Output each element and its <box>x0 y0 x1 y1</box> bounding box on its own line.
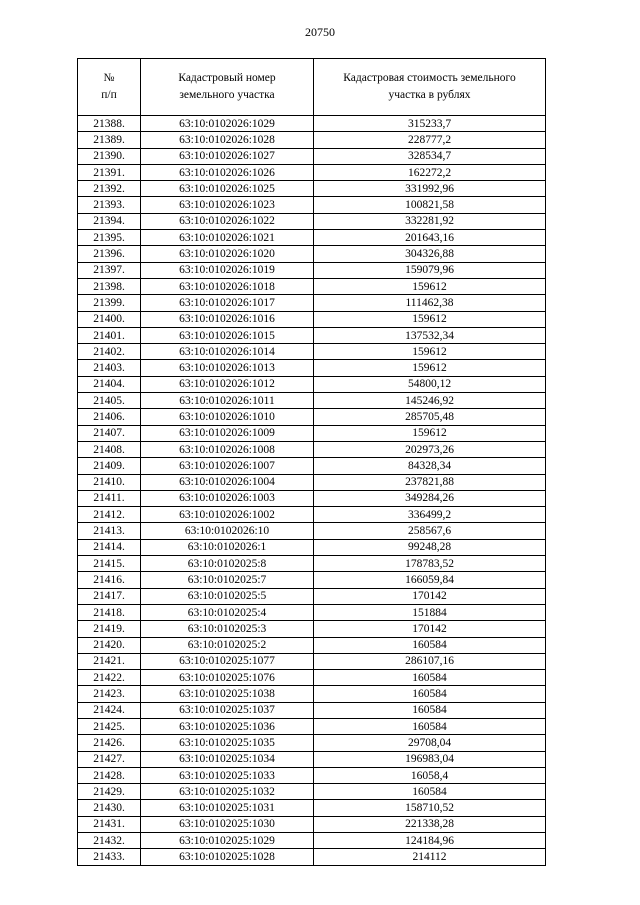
table-row <box>78 213 546 229</box>
row-number: 21433. <box>78 849 141 865</box>
cadastral-number: 63:10:0102025:1030 <box>141 816 314 832</box>
cadastral-value: 159079,96 <box>314 262 546 278</box>
table-row <box>78 637 546 653</box>
header-line: п/п <box>101 89 117 101</box>
cadastral-value: 331992,96 <box>314 181 546 197</box>
row-number: 21403. <box>78 360 141 376</box>
cadastral-value: 258567,6 <box>314 523 546 539</box>
table-row <box>78 148 546 164</box>
row-number: 21400. <box>78 311 141 327</box>
row-number: 21396. <box>78 246 141 262</box>
row-number: 21417. <box>78 588 141 604</box>
row-number: 21402. <box>78 344 141 360</box>
row-number: 21410. <box>78 474 141 490</box>
row-number: 21412. <box>78 507 141 523</box>
cadastral-number: 63:10:0102026:1 <box>141 539 314 555</box>
row-number: 21425. <box>78 718 141 734</box>
cadastral-value: 328534,7 <box>314 148 546 164</box>
table-row <box>78 278 546 294</box>
table-row <box>78 653 546 669</box>
row-number: 21424. <box>78 702 141 718</box>
row-number: 21429. <box>78 784 141 800</box>
table-row <box>78 816 546 832</box>
table-row <box>78 670 546 686</box>
cadastral-number: 63:10:0102025:2 <box>141 637 314 653</box>
cadastral-number: 63:10:0102026:1023 <box>141 197 314 213</box>
cadastral-value: 159612 <box>314 278 546 294</box>
table-row <box>78 474 546 490</box>
row-number: 21422. <box>78 670 141 686</box>
table-row <box>78 556 546 572</box>
cadastral-value: 160584 <box>314 686 546 702</box>
cadastral-value: 285705,48 <box>314 409 546 425</box>
cadastral-value: 170142 <box>314 621 546 637</box>
cadastral-number: 63:10:0102025:1029 <box>141 833 314 849</box>
cadastral-value: 111462,38 <box>314 295 546 311</box>
cadastral-value: 178783,52 <box>314 556 546 572</box>
row-number: 21423. <box>78 686 141 702</box>
cadastral-value: 332281,92 <box>314 213 546 229</box>
cadastral-value: 54800,12 <box>314 376 546 392</box>
cadastral-number: 63:10:0102025:1036 <box>141 718 314 734</box>
header-line: участка в рублях <box>388 89 471 101</box>
cadastral-number: 63:10:0102026:1020 <box>141 246 314 262</box>
row-number: 21390. <box>78 148 141 164</box>
cadastral-number: 63:10:0102025:5 <box>141 588 314 604</box>
row-number: 21394. <box>78 213 141 229</box>
table-row <box>78 164 546 180</box>
table-row <box>78 621 546 637</box>
cadastral-number: 63:10:0102025:1076 <box>141 670 314 686</box>
cadastral-value: 221338,28 <box>314 816 546 832</box>
table-row <box>78 604 546 620</box>
row-number: 21430. <box>78 800 141 816</box>
table-row <box>78 409 546 425</box>
row-number: 21401. <box>78 327 141 343</box>
table-row <box>78 751 546 767</box>
table-row <box>78 246 546 262</box>
cadastral-number: 63:10:0102025:3 <box>141 621 314 637</box>
table-row <box>78 735 546 751</box>
table-row <box>78 458 546 474</box>
table-row <box>78 507 546 523</box>
cadastral-value: 160584 <box>314 670 546 686</box>
cadastral-value: 170142 <box>314 588 546 604</box>
table-row <box>78 441 546 457</box>
table-row <box>78 833 546 849</box>
table-row <box>78 132 546 148</box>
table-row <box>78 572 546 588</box>
cadastral-value: 237821,88 <box>314 474 546 490</box>
cadastral-number: 63:10:0102026:1015 <box>141 327 314 343</box>
cadastral-value: 336499,2 <box>314 507 546 523</box>
row-number: 21392. <box>78 181 141 197</box>
row-number: 21420. <box>78 637 141 653</box>
cadastral-value: 349284,26 <box>314 490 546 506</box>
cadastral-number: 63:10:0102025:1032 <box>141 784 314 800</box>
header-row <box>78 59 546 116</box>
row-number: 21407. <box>78 425 141 441</box>
table-row <box>78 376 546 392</box>
row-number: 21427. <box>78 751 141 767</box>
row-number: 21399. <box>78 295 141 311</box>
cadastral-value: 137532,34 <box>314 327 546 343</box>
row-number: 21431. <box>78 816 141 832</box>
table-header <box>78 59 546 116</box>
table-row <box>78 425 546 441</box>
row-number: 21408. <box>78 441 141 457</box>
cadastral-value: 100821,58 <box>314 197 546 213</box>
cadastral-value: 124184,96 <box>314 833 546 849</box>
row-number: 21428. <box>78 767 141 783</box>
table-row <box>78 767 546 783</box>
cadastral-number: 63:10:0102025:1031 <box>141 800 314 816</box>
cadastral-number: 63:10:0102026:1014 <box>141 344 314 360</box>
table-row <box>78 295 546 311</box>
table-row <box>78 800 546 816</box>
row-number: 21405. <box>78 393 141 409</box>
cadastral-number: 63:10:0102026:1022 <box>141 213 314 229</box>
cadastral-number: 63:10:0102025:1034 <box>141 751 314 767</box>
header-line: земельного участка <box>179 89 275 101</box>
cadastral-number: 63:10:0102026:1010 <box>141 409 314 425</box>
row-number: 21415. <box>78 556 141 572</box>
row-number: 21393. <box>78 197 141 213</box>
cadastral-number: 63:10:0102026:1013 <box>141 360 314 376</box>
row-number: 21419. <box>78 621 141 637</box>
cadastral-value: 160584 <box>314 718 546 734</box>
cadastral-value: 159612 <box>314 425 546 441</box>
cadastral-number: 63:10:0102026:1019 <box>141 262 314 278</box>
cadastre-table <box>77 58 546 866</box>
header-line: № <box>103 72 115 84</box>
row-number: 21389. <box>78 132 141 148</box>
header-line: Кадастровая стоимость земельного <box>343 72 516 84</box>
cadastral-value: 228777,2 <box>314 132 546 148</box>
row-number: 21397. <box>78 262 141 278</box>
table-row <box>78 262 546 278</box>
cadastral-number: 63:10:0102026:1021 <box>141 230 314 246</box>
cadastral-value: 160584 <box>314 784 546 800</box>
cadastral-number: 63:10:0102026:1029 <box>141 116 314 132</box>
row-number: 21416. <box>78 572 141 588</box>
cadastral-number: 63:10:0102025:7 <box>141 572 314 588</box>
table-row <box>78 181 546 197</box>
cadastral-value: 99248,28 <box>314 539 546 555</box>
cadastral-number: 63:10:0102025:8 <box>141 556 314 572</box>
cadastral-value: 16058,4 <box>314 767 546 783</box>
cadastral-value: 159612 <box>314 311 546 327</box>
row-number: 21432. <box>78 833 141 849</box>
cadastral-value: 160584 <box>314 702 546 718</box>
row-number: 21413. <box>78 523 141 539</box>
cadastral-number: 63:10:0102026:1025 <box>141 181 314 197</box>
row-number: 21426. <box>78 735 141 751</box>
cadastral-number: 63:10:0102026:1018 <box>141 278 314 294</box>
cadastral-value: 304326,88 <box>314 246 546 262</box>
row-number: 21395. <box>78 230 141 246</box>
table-row <box>78 702 546 718</box>
cadastral-value: 29708,04 <box>314 735 546 751</box>
cadastral-number: 63:10:0102026:1007 <box>141 458 314 474</box>
cadastral-number: 63:10:0102025:4 <box>141 604 314 620</box>
cadastral-value: 160584 <box>314 637 546 653</box>
row-number: 21388. <box>78 116 141 132</box>
cadastral-value: 159612 <box>314 344 546 360</box>
cadastral-value: 166059,84 <box>314 572 546 588</box>
row-number: 21409. <box>78 458 141 474</box>
cadastral-value: 286107,16 <box>314 653 546 669</box>
cadastral-number: 63:10:0102026:1016 <box>141 311 314 327</box>
cadastral-number: 63:10:0102026:1027 <box>141 148 314 164</box>
cadastral-value: 202973,26 <box>314 441 546 457</box>
table-row <box>78 539 546 555</box>
cadastral-number: 63:10:0102026:1026 <box>141 164 314 180</box>
table-row <box>78 360 546 376</box>
table-row <box>78 344 546 360</box>
cadastral-number: 63:10:0102026:1009 <box>141 425 314 441</box>
cadastral-value: 84328,34 <box>314 458 546 474</box>
header-cadastral-value <box>314 59 546 116</box>
table-row <box>78 588 546 604</box>
cadastral-value: 315233,7 <box>314 116 546 132</box>
cadastral-value: 151884 <box>314 604 546 620</box>
row-number: 21421. <box>78 653 141 669</box>
cadastral-number: 63:10:0102025:1033 <box>141 767 314 783</box>
row-number: 21398. <box>78 278 141 294</box>
table-row <box>78 311 546 327</box>
table-row <box>78 327 546 343</box>
table-row <box>78 784 546 800</box>
table-row <box>78 116 546 132</box>
cadastral-number: 63:10:0102026:1008 <box>141 441 314 457</box>
cadastral-number: 63:10:0102026:1017 <box>141 295 314 311</box>
page-number: 20750 <box>305 25 335 39</box>
cadastral-value: 201643,16 <box>314 230 546 246</box>
cadastral-number: 63:10:0102026:1012 <box>141 376 314 392</box>
cadastral-number: 63:10:0102025:1035 <box>141 735 314 751</box>
cadastral-number: 63:10:0102025:1037 <box>141 702 314 718</box>
cadastral-value: 159612 <box>314 360 546 376</box>
table-row <box>78 523 546 539</box>
row-number: 21391. <box>78 164 141 180</box>
table-row <box>78 718 546 734</box>
row-number: 21406. <box>78 409 141 425</box>
table-row <box>78 197 546 213</box>
row-number: 21404. <box>78 376 141 392</box>
table-row <box>78 686 546 702</box>
header-line: Кадастровый номер <box>178 72 276 84</box>
row-number: 21411. <box>78 490 141 506</box>
row-number: 21418. <box>78 604 141 620</box>
table-row <box>78 230 546 246</box>
cadastral-number: 63:10:0102025:1028 <box>141 849 314 865</box>
header-cadastral-number <box>141 59 314 116</box>
cadastral-value: 145246,92 <box>314 393 546 409</box>
cadastral-value: 162272,2 <box>314 164 546 180</box>
cadastral-number: 63:10:0102026:1011 <box>141 393 314 409</box>
cadastral-number: 63:10:0102026:1004 <box>141 474 314 490</box>
row-number: 21414. <box>78 539 141 555</box>
cadastral-number: 63:10:0102026:10 <box>141 523 314 539</box>
cadastral-number: 63:10:0102026:1003 <box>141 490 314 506</box>
header-number <box>78 59 141 116</box>
table-row <box>78 849 546 865</box>
table-row <box>78 490 546 506</box>
cadastral-number: 63:10:0102025:1077 <box>141 653 314 669</box>
table-body <box>78 116 546 866</box>
cadastral-number: 63:10:0102025:1038 <box>141 686 314 702</box>
cadastral-value: 214112 <box>314 849 546 865</box>
cadastral-number: 63:10:0102026:1028 <box>141 132 314 148</box>
cadastral-value: 158710,52 <box>314 800 546 816</box>
table-row <box>78 393 546 409</box>
cadastral-value: 196983,04 <box>314 751 546 767</box>
cadastral-number: 63:10:0102026:1002 <box>141 507 314 523</box>
